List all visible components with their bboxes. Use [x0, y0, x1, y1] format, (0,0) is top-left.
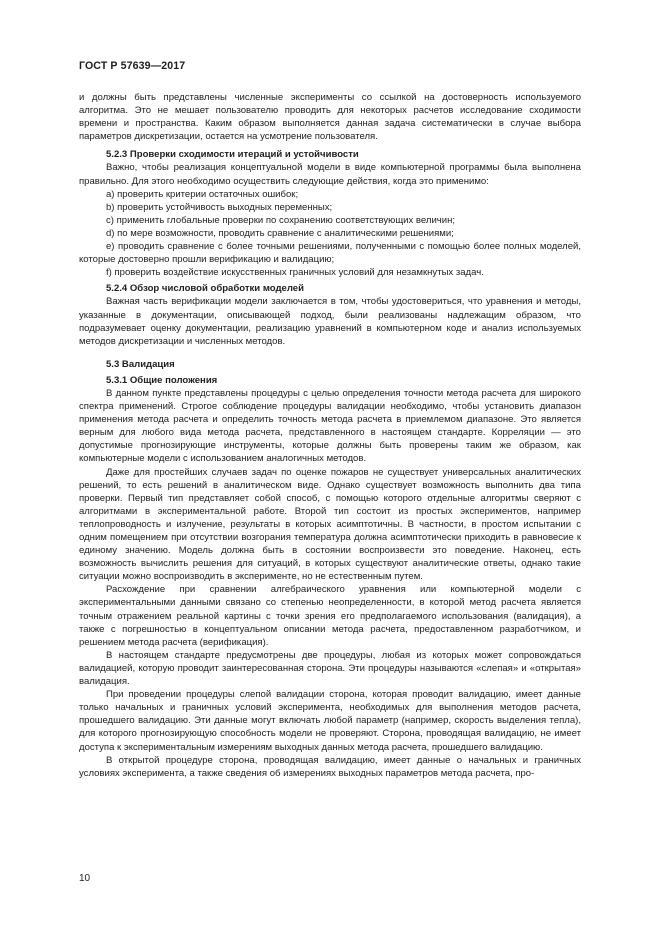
section-5-3-1-paragraph: В данном пункте представлены процедуры с целью определения точности метода расчета для широкого спектра применений. Строгое соблюдение процедуры валидации необходимо, чтобы установить диапазон применения метода расчета и определить точность метода расчета в приемлемом диапазоне. Это является верным для любого вида метода расчета, представленного в настоящем стандарте. Корреляции — это допустимые прогнозирующие инструменты, которые должны быть проверены таким же образом, как компьютерные модели с использованием аналогичных методов. [79, 387, 581, 465]
intro-paragraph: и должны быть представлены численные эксперименты со ссылкой на достоверность используемого алгоритма. Это не мешает пользователю проводить для некоторых расчетов исследование сходимости времени и пространства. Каким образом выполняется данная задача систематически в случае выбора параметров дискретизации, остается на усмотрение пользователя. [79, 92, 581, 143]
section-5-3-heading: 5.3 Валидация [106, 358, 175, 370]
section-5-3-1-paragraph: В открытой процедуре сторона, проводящая валидацию, имеет данные о начальных и граничных условиях эксперимента, а также сведения об измерениях выходных параметров метода расчета, про- [79, 754, 581, 779]
page-number: 10 [79, 873, 91, 884]
section-5-2-3-paragraph: Важно, чтобы реализация концептуальной модели в виде компьютерной программы была выполнена правильно. Для этого необходимо осуществить следующие действия, когда это применимо: [79, 162, 581, 187]
page-content [79, 91, 581, 780]
list-item: d) по мере возможности, проводить сравнение с аналитическими решениями; [106, 227, 454, 239]
section-5-3-1-paragraph: В настоящем стандарте предусмотрены две процедуры, любая из которых может сопровождаться валидацией, которую проводит заинтересованная сторона. Эти процедуры называются «слепая» и «открытая» валидация. [79, 649, 581, 688]
standard-header: ГОСТ Р 57639—2017 [79, 60, 186, 72]
section-5-3-1-paragraph: Даже для простейших случаев задач по оценке пожаров не существует универсальных аналитических решений, то есть решений в аналитическом виде. Однако существует возможность выполнить два типа проверки. Первый тип представляет собой способ, с помощью которого отдельные алгоритмы сверяют с алгоритмами в экспериментальной работе. Второй тип состоит из простых экспериментов, например теплопроводность и излучение, результаты в которых асимптотичны. В частности, в простом испытании с одним помещением при отсутствии возгорания температура должна асимптотически приходить в равновесие к единому значению. Модель должна быть в состоянии воспроизвести это поведение. Наконец, есть возможность вычислить решения для ситуаций, в которых существуют аналитические ответы, однако такие ситуации можно воспроизводить в эксперименте, но не естественным путем. [79, 466, 581, 583]
list-item: c) применить глобальные проверки по сохранению соответствующих величин; [106, 214, 456, 226]
list-item: b) проверить устойчивость выходных переменных; [106, 201, 333, 213]
section-5-3-1-paragraph: Расхождение при сравнении алгебраического уравнения или компьютерной модели с экспериментальными данными связано со степенью неопределенности, в которой метод расчета является точным отражением реальной картины с точки зрения его предполагаемого использования (валидация), а также с погрешностью в концептуальном описании метода расчета, предоставленном разработчиком, и решением метода расчета (верификация). [79, 584, 581, 648]
list-item: a) проверить критерии остаточных ошибок; [106, 188, 299, 200]
section-5-3-1-paragraph: При проведении процедуры слепой валидации сторона, которая проводит валидацию, имеет данные только начальных и граничных условий эксперимента, необходимых для выполнения методов расчета, прошедшего валидацию. Эти данные могут включать любой параметр (например, скорость выделения тепла), для которого прогнозирующую способность модели не проверяют. Сторона, проводящая валидацию, не имеет доступа к экспериментальным измерениям выходных данных метода расчета, прошедшего валидацию. [79, 689, 581, 753]
section-5-2-4-heading: 5.2.4 Обзор числовой обработки моделей [106, 283, 304, 295]
section-5-2-4-paragraph: Важная часть верификации модели заключается в том, чтобы удостовериться, что уравнения и методы, указанные в документации, описывающей подход, были реализованы надлежащим образом, что подразумевает оценку документации, реализацию уравнений в компьютерном коде и анализ используемых методов дискретизации и численных методов. [79, 296, 581, 347]
list-item: e) проводить сравнение с более точными решениями, полученными с помощью более полных моделей, которые достоверно прошли верификацию и валидацию; [79, 241, 581, 266]
list-item: f) проверить воздействие искусственных граничных условий для незамкнутых задач. [106, 267, 484, 279]
section-5-2-3-heading: 5.2.3 Проверки сходимости итераций и устойчивости [106, 149, 359, 161]
section-5-3-1-heading: 5.3.1 Общие положения [106, 374, 218, 386]
